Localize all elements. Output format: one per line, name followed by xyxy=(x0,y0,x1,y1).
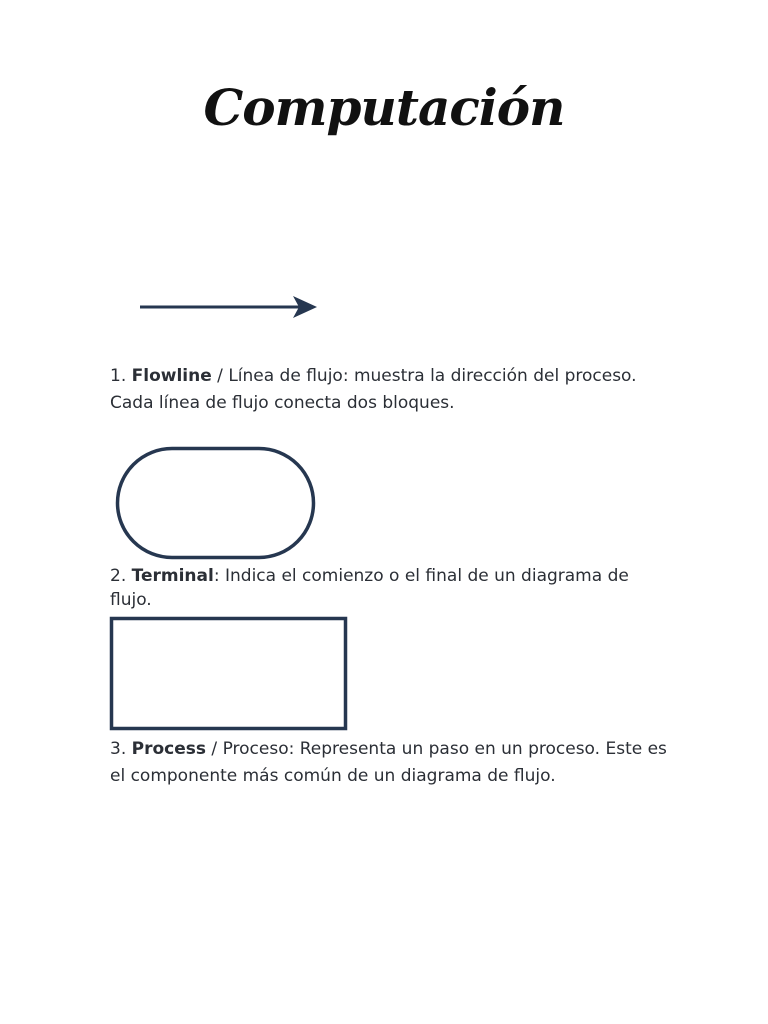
terminal-description xyxy=(110,564,670,612)
section-number: 3. xyxy=(110,739,127,759)
flowline-description xyxy=(110,363,670,416)
section-separator: / xyxy=(206,739,223,759)
section-text: Indica el comienzo o el final de un diagrama de flujo. xyxy=(110,566,629,610)
section-number: 2. xyxy=(110,566,127,586)
process-rectangle-icon xyxy=(109,616,349,732)
section-separator: / xyxy=(211,366,229,386)
section-separator: : xyxy=(213,566,225,586)
section-text: Proceso: Representa un paso en un proceso. Este es el componente más común de un diagrama de flujo. xyxy=(110,739,667,786)
section-term: Terminal xyxy=(131,566,214,586)
arrow-icon xyxy=(135,290,325,324)
terminal-oval-icon xyxy=(114,445,318,561)
section-number: 1. xyxy=(110,366,127,386)
page-title: Computación xyxy=(203,78,565,137)
section-term: Process xyxy=(131,739,207,759)
section-text: Línea de flujo: muestra la dirección del proceso. Cada línea de flujo conecta dos bloques. xyxy=(110,366,637,413)
process-description xyxy=(110,736,670,789)
section-term: Flowline xyxy=(131,366,212,386)
